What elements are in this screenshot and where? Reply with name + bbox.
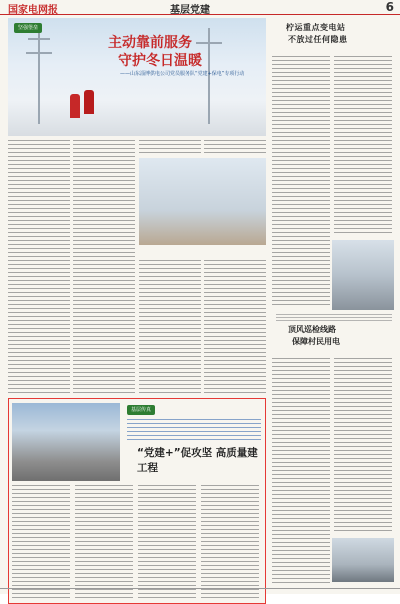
text-column [272,56,330,306]
brand-logo: 国家电网报 [8,5,58,16]
text-column [334,358,392,534]
substation-photo [12,403,120,481]
text-column [272,358,330,586]
section-tag: 基层传真 [127,405,155,415]
text-column [75,485,133,601]
tower-arm [28,38,50,40]
text-column [139,140,201,154]
hero-subtitle: ——山东淄博供电公司党员服务队“党建+保电”专项行动 [120,71,245,77]
text-column [12,485,70,601]
article-lead [127,419,261,441]
text-column [334,56,392,236]
boxed-article [8,398,266,604]
article-body-columns [8,140,266,393]
right-column [272,18,394,586]
tower-arm [26,52,52,54]
inspection-photo [332,538,394,582]
section-title: 基层党建 [170,5,210,16]
tower-arm [196,42,222,44]
section-tag: 坚强堡垒 [14,23,42,33]
photo-caption [276,314,392,322]
text-column [204,260,266,393]
article-headline: “党建+”促攻坚 高质量建工程 [137,447,258,474]
left-main-column [8,18,266,586]
text-column [8,140,70,393]
text-column [204,140,266,154]
text-column [138,485,196,601]
right-article-headline-line2: 不放过任何隐患 [288,35,348,44]
worker-figure [84,90,94,114]
hero-headline-line2: 守护冬日温暖 [118,53,202,69]
text-column [201,485,259,601]
right-article2-headline-line1: 顶风巡检线路 [288,325,336,334]
article-body-columns [12,485,262,601]
worker-figure [70,94,80,118]
right-article2-headline-line2: 保障村民用电 [292,337,340,346]
masthead [0,0,400,15]
substation-photo [332,240,394,310]
hero-photo [8,18,266,136]
text-column [139,260,201,393]
article-photo [139,158,266,245]
right-article-headline-line1: 柠运重点变电站 [286,23,346,32]
page-number: 6 [385,0,394,14]
text-column [73,140,135,393]
hero-headline-line1: 主动靠前服务 [108,35,192,51]
